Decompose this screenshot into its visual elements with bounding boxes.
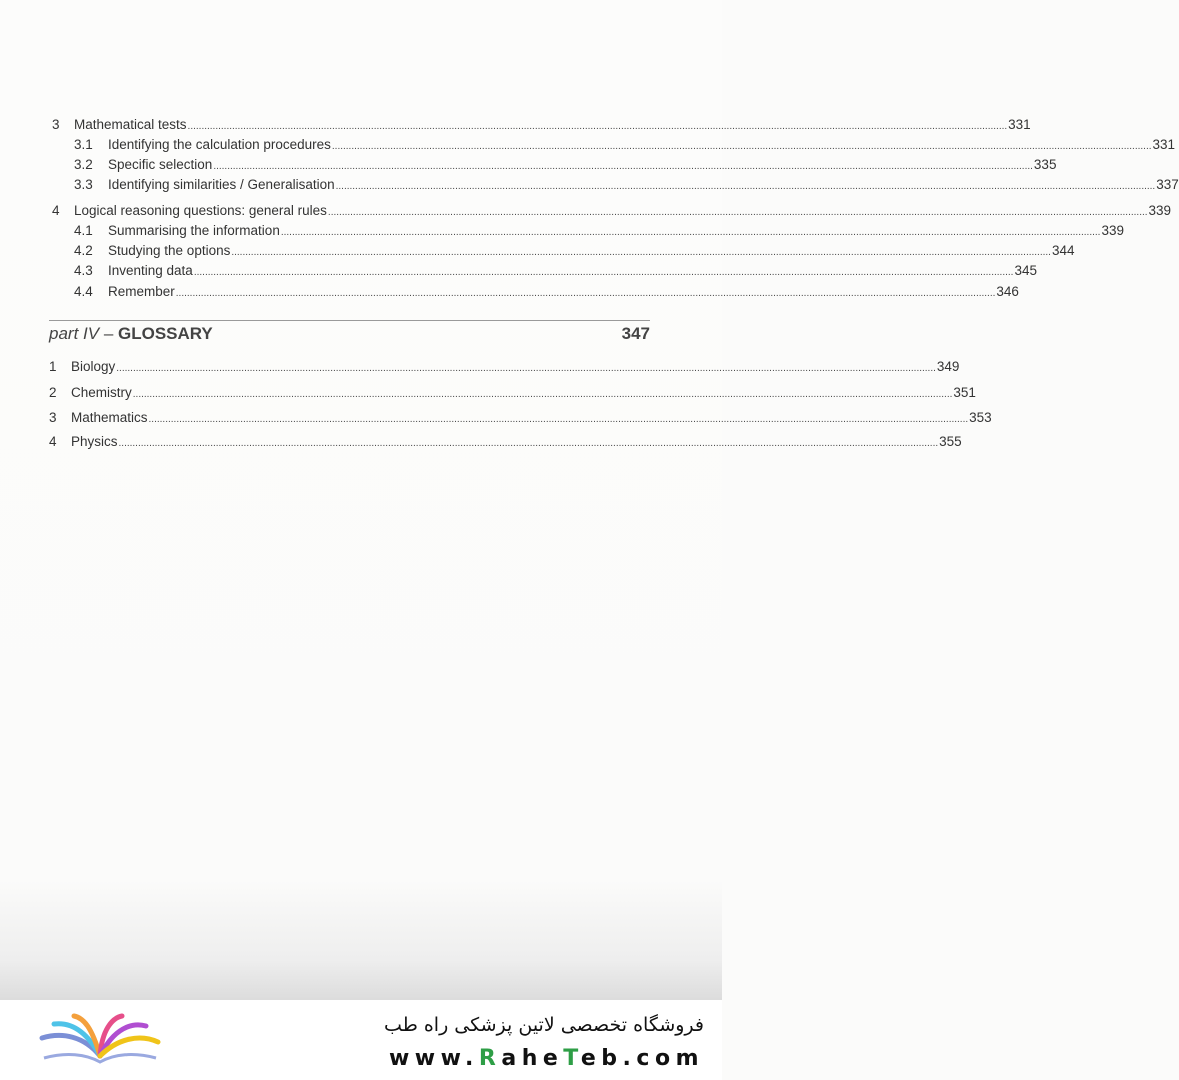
toc-entry[interactable] [52, 115, 1031, 135]
toc-entry-number: 4 [49, 434, 57, 449]
toc-entry-number: 3 [52, 117, 60, 132]
toc-entry-page: 349 [936, 359, 960, 374]
toc-entry-title: Remember [108, 284, 175, 299]
toc-entry[interactable] [74, 175, 1179, 195]
dot-leader: ....................................................................................................................................................................................................................................................................................................... [148, 414, 969, 425]
toc-entry[interactable] [74, 241, 1075, 261]
toc-entry-page: 331 [1008, 117, 1031, 132]
website-link[interactable] [389, 1046, 704, 1071]
toc-entry-title: Summarising the information [108, 223, 280, 238]
toc-entry[interactable] [74, 221, 1124, 241]
toc-entry-number: 4 [52, 203, 60, 218]
toc-entry-page: 353 [969, 410, 992, 425]
toc-entry-page: 339 [1148, 203, 1172, 218]
open-book-logo-icon [40, 1012, 160, 1072]
toc-entry-number: 3.3 [74, 177, 93, 192]
toc-entry-title: Specific selection [108, 157, 213, 172]
toc-entry-title: Chemistry [71, 385, 132, 400]
toc-entry[interactable] [49, 432, 962, 452]
website-part-ahe: ahe [501, 1046, 564, 1071]
toc-entry-title: Identifying the calculation procedures [108, 137, 331, 152]
toc-entry-title: Identifying similarities / Generalisation [108, 177, 335, 192]
toc-entry[interactable] [74, 282, 1019, 302]
part-divider [49, 320, 650, 321]
toc-entry-title: Physics [71, 434, 118, 449]
toc-entry-page: 331 [1152, 137, 1176, 152]
toc-entry[interactable] [49, 383, 976, 403]
toc-entry-title: Mathematical tests [74, 117, 187, 132]
dot-leader: ....................................................................................................................................................................................................................................................................................................... [231, 247, 1051, 258]
dot-leader: ....................................................................................................................................................................................................................................................................................................... [132, 389, 953, 400]
dot-leader: ....................................................................................................................................................................................................................................................................................................... [193, 267, 1014, 278]
dot-leader: ....................................................................................................................................................................................................................................................................................................... [280, 227, 1101, 238]
toc-entry-title: Logical reasoning questions: general rules [74, 203, 327, 218]
toc-entry-title: Studying the options [108, 243, 231, 258]
toc-entry-page: 355 [939, 434, 962, 449]
website-suffix: eb.com [580, 1046, 704, 1071]
website-letter-r: R [478, 1046, 502, 1071]
toc-entry[interactable] [49, 357, 960, 377]
website-prefix: www. [388, 1046, 479, 1071]
toc-entry-number: 3 [49, 410, 57, 425]
part-dash: – [99, 324, 118, 343]
dot-leader: ....................................................................................................................................................................................................................................................................................................... [187, 121, 1008, 132]
part-header[interactable] [49, 324, 650, 348]
toc-entry-number: 3.1 [74, 137, 93, 152]
part-page-number: 347 [621, 324, 650, 343]
toc-entry[interactable] [74, 135, 1176, 155]
toc-entry[interactable] [49, 408, 992, 428]
dot-leader: ....................................................................................................................................................................................................................................................................................................... [331, 141, 1152, 152]
toc-entry-page: 345 [1014, 263, 1037, 278]
shop-name: فروشگاه تخصصی لاتین پزشکی راه طب [384, 1014, 704, 1036]
dot-leader: ....................................................................................................................................................................................................................................................................................................... [335, 181, 1156, 192]
toc-entry-title: Biology [71, 359, 116, 374]
dot-leader: ....................................................................................................................................................................................................................................................................................................... [175, 288, 996, 299]
website-letter-t: T [563, 1046, 581, 1071]
toc-entry-number: 4.2 [74, 243, 93, 258]
dot-leader: ....................................................................................................................................................................................................................................................................................................... [116, 363, 936, 374]
toc-entry-page: 344 [1051, 243, 1075, 258]
toc-entry-number: 1 [49, 359, 57, 374]
toc-entry-number: 4.1 [74, 223, 93, 238]
part-heading [49, 324, 213, 344]
toc-entry-title: Mathematics [71, 410, 148, 425]
toc-entry-page: 339 [1101, 223, 1124, 238]
toc-entry[interactable] [74, 261, 1037, 281]
toc-entry-page: 346 [996, 284, 1019, 299]
toc-entry[interactable] [52, 201, 1172, 221]
toc-entry-number: 4.4 [74, 284, 93, 299]
toc-entry-number: 2 [49, 385, 57, 400]
toc-entry-page: 351 [953, 385, 976, 400]
toc-entry-page: 335 [1033, 157, 1057, 172]
toc-entry[interactable] [74, 155, 1057, 175]
dot-leader: ....................................................................................................................................................................................................................................................................................................... [118, 438, 939, 449]
part-name: GLOSSARY [118, 324, 213, 343]
toc-entry-page: 337 [1156, 177, 1179, 192]
toc-entry-number: 3.2 [74, 157, 93, 172]
toc-entry-number: 4.3 [74, 263, 93, 278]
part-label: part IV [49, 324, 100, 343]
toc-entry-title: Inventing data [108, 263, 193, 278]
dot-leader: ....................................................................................................................................................................................................................................................................................................... [327, 207, 1148, 218]
store-banner[interactable] [0, 1000, 722, 1080]
dot-leader: ....................................................................................................................................................................................................................................................................................................... [213, 161, 1033, 172]
